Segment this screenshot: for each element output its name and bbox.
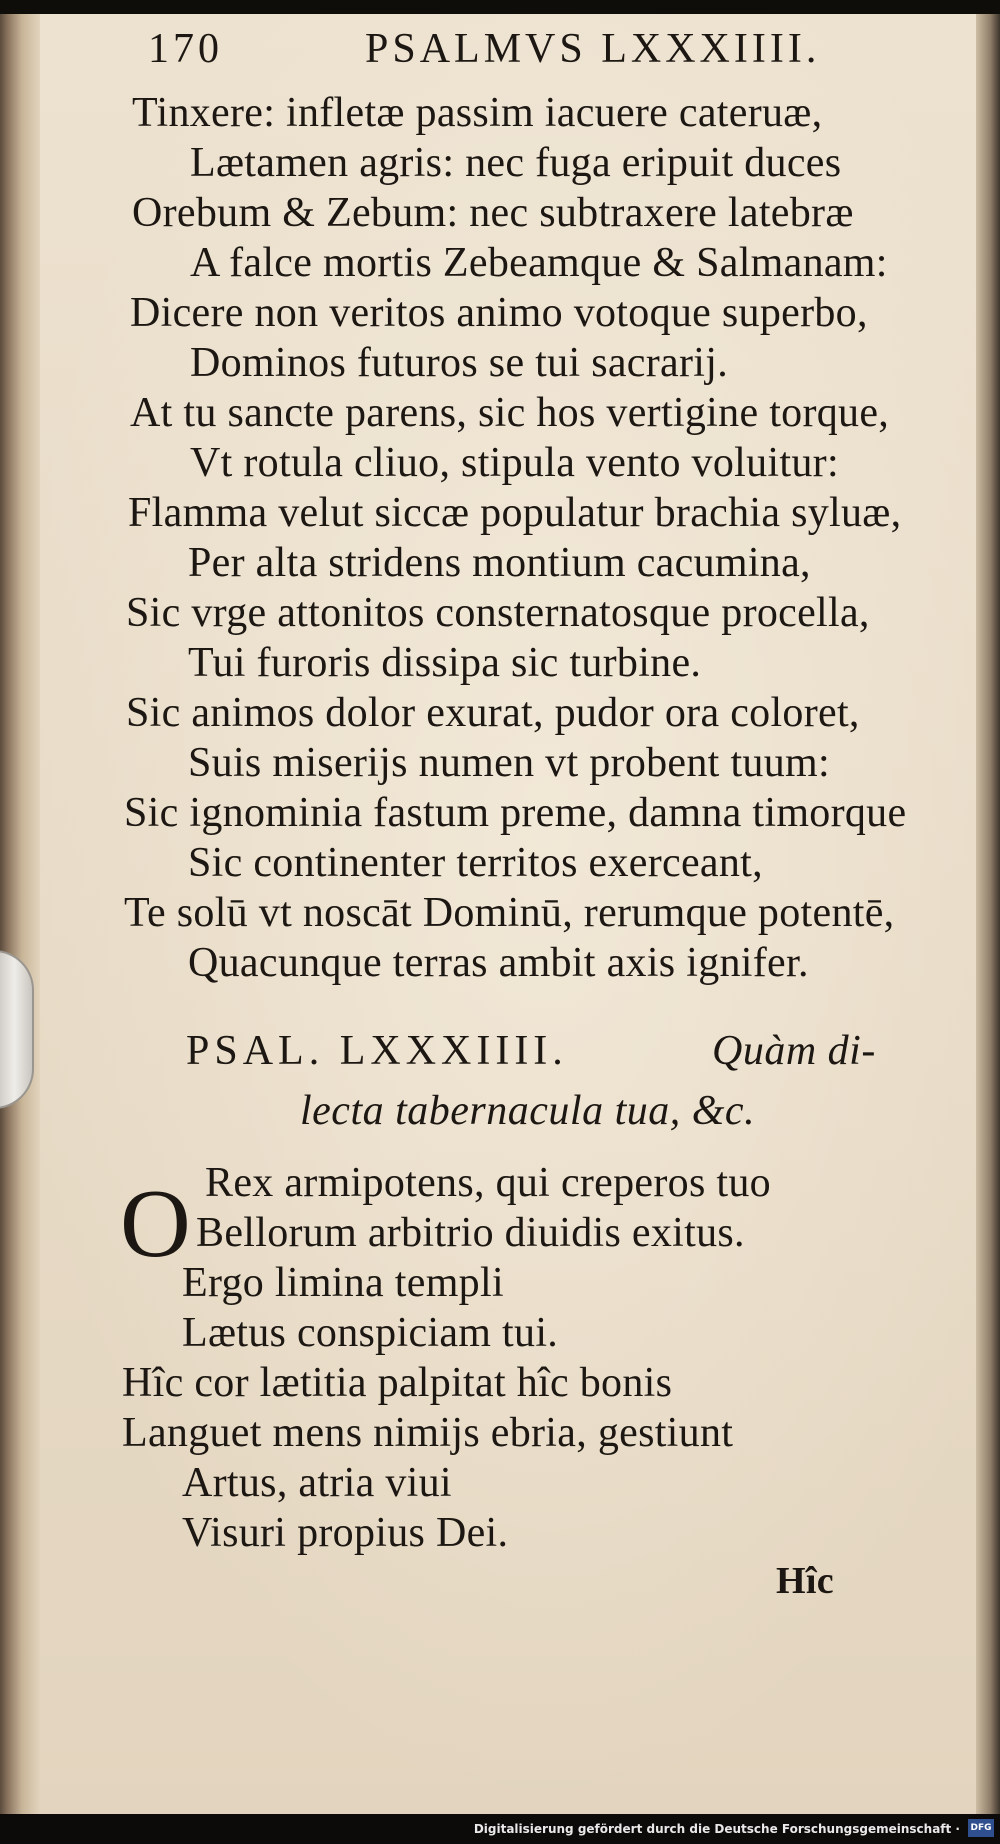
- psalm-incipit: lecta tabernacula tua, &c.: [300, 1088, 756, 1134]
- verse-line: Ergo limina templi: [182, 1260, 504, 1306]
- verse-line: Sic vrge attonitos consternatosque procella,: [126, 590, 870, 636]
- verse-line: Te solū vt noscāt Dominū, rerumque potentē,: [124, 890, 895, 936]
- verse-line: Lætus conspiciam tui.: [182, 1310, 559, 1356]
- catchword: Hîc: [776, 1560, 834, 1602]
- verse-line: At tu sancte parens, sic hos vertigine torque,: [130, 390, 890, 436]
- verse-line: Vt rotula cliuo, stipula vento voluitur:: [190, 440, 839, 486]
- page-number: 170: [148, 26, 223, 72]
- verse-line: Dicere non veritos animo votoque superbo,: [130, 290, 868, 336]
- verse-line: Bellorum arbitrio diuidis exitus.: [196, 1210, 745, 1256]
- verse-line: Flamma velut siccæ populatur brachia syluæ,: [128, 490, 902, 536]
- verse-line: A falce mortis Zebeamque & Salmanam:: [190, 240, 888, 286]
- verse-line: Sic continenter territos exerceant,: [188, 840, 763, 886]
- psalm-title: PSAL. LXXXIIII.: [186, 1028, 568, 1074]
- verse-line: Per alta stridens montium cacumina,: [188, 540, 811, 586]
- verse-line: Sic animos dolor exurat, pudor ora coloret,: [126, 690, 860, 736]
- verse-line: Artus, atria viui: [182, 1460, 452, 1506]
- verse-line: Visuri propius Dei.: [182, 1510, 509, 1556]
- drop-cap: O: [120, 1170, 191, 1278]
- verse-line: Tinxere: infletæ passim iacuere cateruæ,: [132, 90, 823, 136]
- running-title: PSALMVS LXXXIIII.: [365, 26, 821, 72]
- dfg-logo-icon: DFG: [968, 1819, 994, 1837]
- footer-credit: Digitalisierung gefördert durch die Deutsche Forschungsgemeinschaft ·: [473, 1822, 960, 1836]
- verse-line: Sic ignominia fastum preme, damna timorque: [124, 790, 907, 836]
- verse-line: Languet mens nimijs ebria, gestiunt: [122, 1410, 734, 1456]
- psalm-incipit: Quàm di-: [712, 1028, 876, 1074]
- verse-line: Orebum & Zebum: nec subtraxere latebræ: [132, 190, 854, 236]
- verse-line: Tui furoris dissipa sic turbine.: [188, 640, 702, 686]
- verse-line: Quacunque terras ambit axis ignifer.: [188, 940, 809, 986]
- verse-line: Suis miserijs numen vt probent tuum:: [188, 740, 830, 786]
- verse-line: Dominos futuros se tui sacrarij.: [190, 340, 729, 386]
- verse-line: Lætamen agris: nec fuga eripuit duces: [190, 140, 842, 186]
- verse-line: Hîc cor lætitia palpitat hîc bonis: [122, 1360, 673, 1406]
- verse-line: Rex armipotens, qui creperos tuo: [205, 1160, 771, 1206]
